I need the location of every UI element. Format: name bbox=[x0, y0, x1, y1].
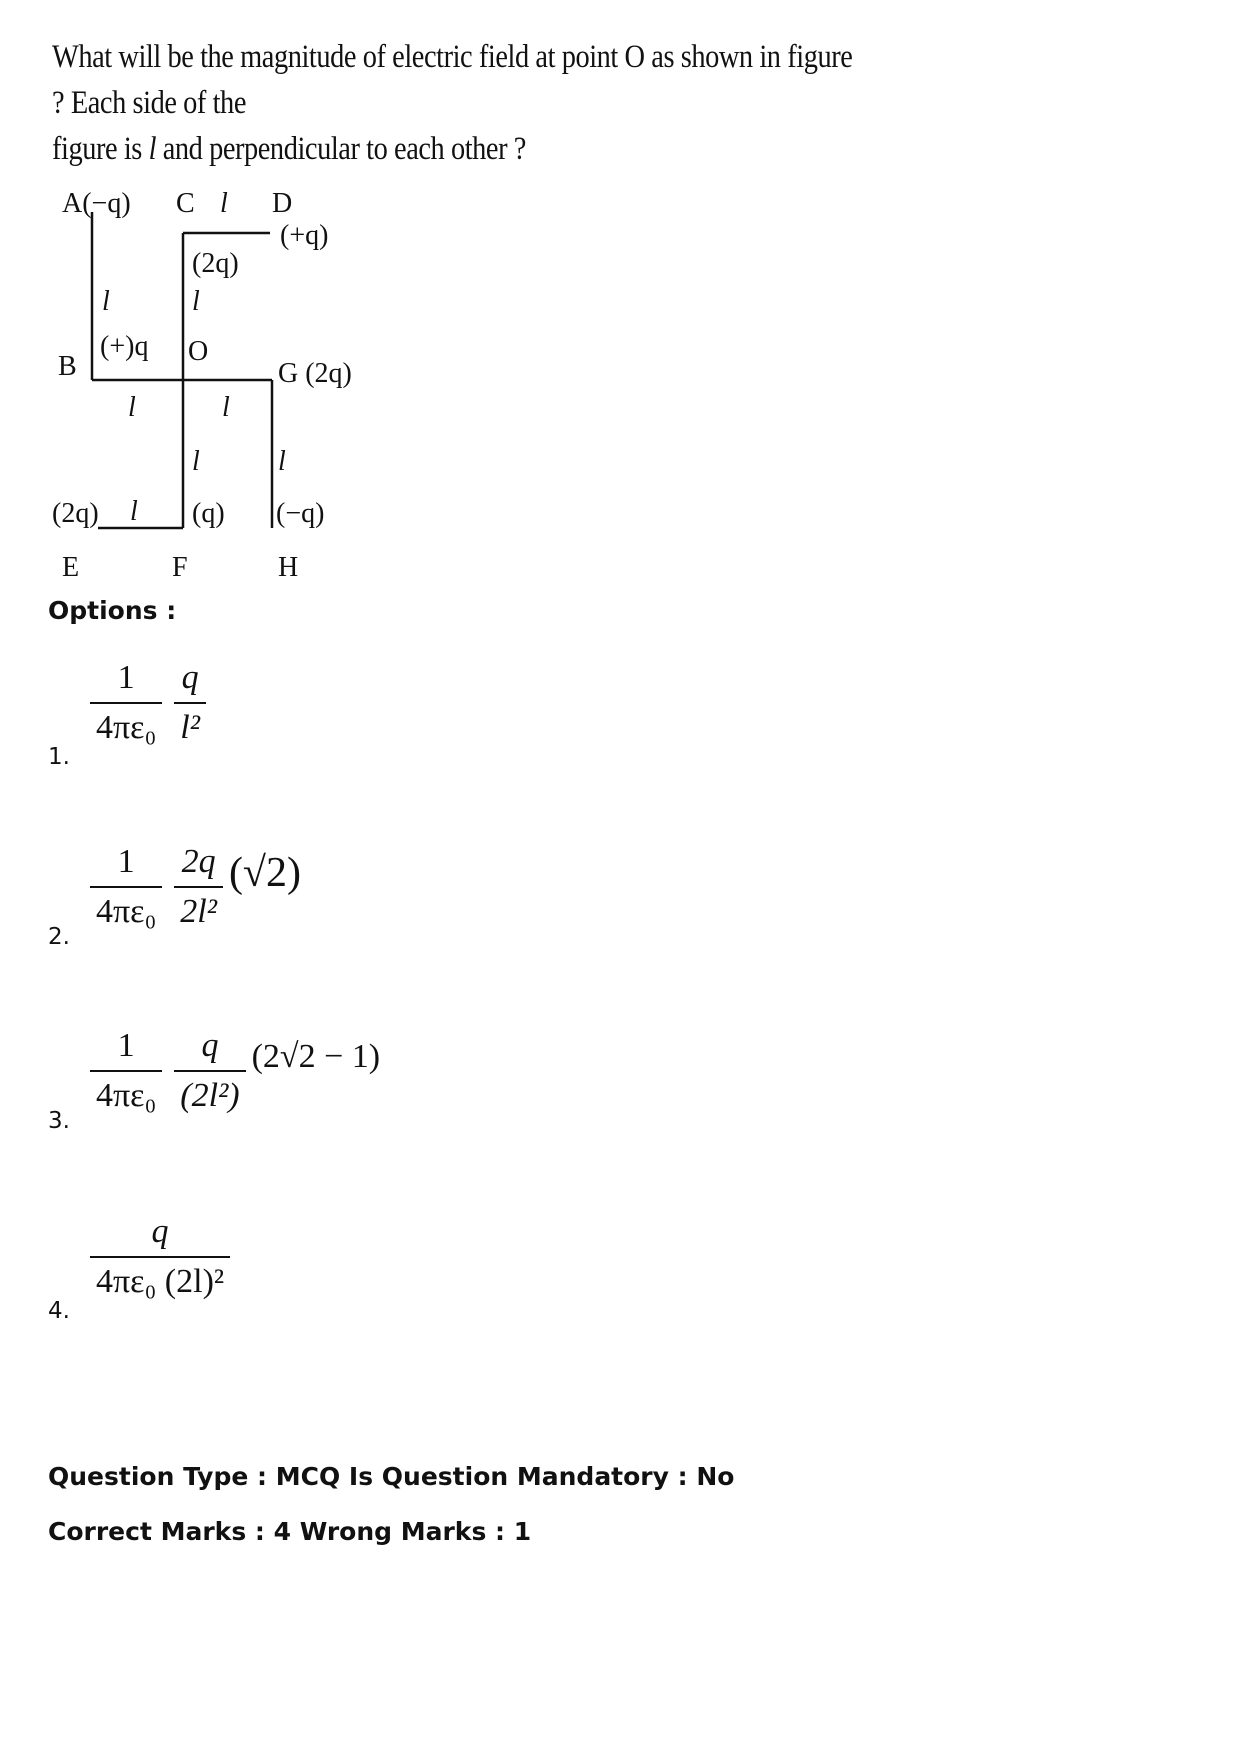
option-4-number[interactable]: 4. bbox=[48, 1298, 70, 1324]
label-g: G (2q) bbox=[278, 358, 352, 389]
option-2-fraction-term bbox=[174, 842, 223, 932]
label-b: B bbox=[58, 351, 77, 382]
label-f-charge: (q) bbox=[192, 498, 225, 529]
option-3-root-factor: (2√2 − 1) bbox=[251, 1038, 381, 1075]
option-4-denominator: 4πε₀ (2l)² bbox=[90, 1256, 230, 1302]
question-line-1: What will be the magnitude of electric field at point O as shown in figure ? Each side of the bbox=[52, 39, 853, 121]
label-e-charge: (2q) bbox=[52, 498, 99, 529]
option-2-frac1-numerator: 1 bbox=[117, 843, 135, 880]
label-f: F bbox=[172, 552, 188, 583]
options-heading: Options : bbox=[48, 596, 177, 625]
figure-lines bbox=[92, 212, 272, 528]
option-2-frac1-denominator: 4πε₀ bbox=[90, 886, 162, 932]
label-c-charge: (2q) bbox=[192, 248, 239, 279]
question-line-2 bbox=[52, 126, 860, 172]
option-2-frac2-denominator: 2l² bbox=[174, 886, 223, 932]
label-d: D bbox=[272, 188, 293, 219]
option-3-fraction-constant bbox=[90, 1026, 162, 1116]
label-b-charge: (+)q bbox=[100, 331, 149, 362]
option-3-frac2-numerator: q bbox=[201, 1027, 219, 1064]
option-1-frac2-denominator: l² bbox=[174, 702, 206, 748]
label-e: E bbox=[62, 552, 80, 583]
label-a: A(−q) bbox=[62, 188, 131, 219]
option-4-fraction bbox=[90, 1212, 230, 1302]
label-ab-length: l bbox=[102, 286, 110, 317]
question-text bbox=[52, 34, 860, 172]
marks-line: Correct Marks : 4 Wrong Marks : 1 bbox=[48, 1517, 532, 1546]
option-3-frac1-numerator: 1 bbox=[117, 1027, 135, 1064]
question-variable-l: l bbox=[148, 131, 157, 167]
option-2-formula[interactable] bbox=[84, 842, 301, 932]
label-og-length: l bbox=[222, 392, 230, 423]
option-3-number[interactable]: 3. bbox=[48, 1108, 70, 1134]
option-1-frac2-numerator: q bbox=[181, 659, 199, 696]
label-bo-length: l bbox=[128, 392, 136, 423]
label-o: O bbox=[188, 336, 209, 367]
option-3-formula[interactable] bbox=[84, 1026, 380, 1116]
label-co-length: l bbox=[192, 286, 200, 317]
option-1-fraction-constant bbox=[90, 658, 162, 748]
option-1-number[interactable]: 1. bbox=[48, 744, 70, 770]
question-line-2-post: and perpendicular to each other ? bbox=[156, 131, 526, 167]
option-2-number[interactable]: 2. bbox=[48, 924, 70, 950]
question-line-2-pre: figure is bbox=[52, 131, 149, 167]
option-3-frac1-denominator: 4πε₀ bbox=[90, 1070, 162, 1116]
option-2-frac2-numerator: 2q bbox=[181, 843, 216, 880]
label-h-charge: (−q) bbox=[276, 498, 325, 529]
option-1-frac1-denominator: 4πε₀ bbox=[90, 702, 162, 748]
option-3-fraction-term bbox=[174, 1026, 245, 1116]
option-1-fraction-term bbox=[174, 658, 206, 748]
option-4-numerator: q bbox=[151, 1213, 169, 1250]
option-2-root-factor: (√2) bbox=[228, 850, 301, 896]
label-c: C bbox=[176, 188, 195, 219]
option-2-fraction-constant bbox=[90, 842, 162, 932]
label-gh-length: l bbox=[278, 446, 286, 477]
label-ef-length: l bbox=[130, 496, 138, 527]
option-1-frac1-numerator: 1 bbox=[117, 659, 135, 696]
label-cd-length: l bbox=[220, 188, 228, 219]
label-d-charge: (+q) bbox=[280, 220, 329, 251]
option-3-frac2-denominator: (2l²) bbox=[174, 1070, 245, 1116]
charge-configuration-figure bbox=[40, 170, 360, 590]
option-4-formula[interactable] bbox=[84, 1212, 236, 1302]
label-h: H bbox=[278, 552, 299, 583]
label-of-length: l bbox=[192, 446, 200, 477]
option-1-formula[interactable] bbox=[84, 658, 212, 748]
question-type-line: Question Type : MCQ Is Question Mandatory : No bbox=[48, 1462, 735, 1491]
